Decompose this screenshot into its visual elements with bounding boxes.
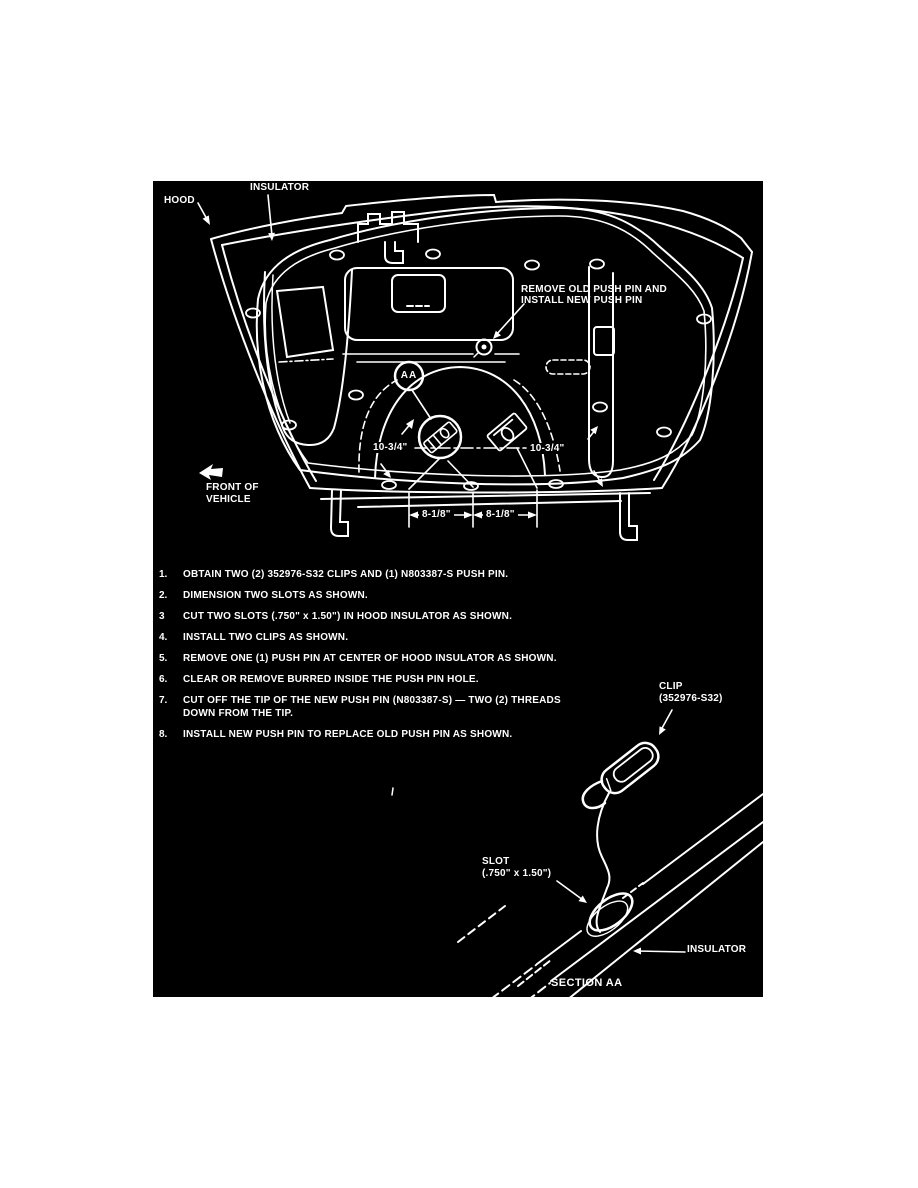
scan-speck [392, 788, 393, 795]
dim-right-label: 10-3/4" [527, 443, 568, 454]
clip-right [487, 413, 527, 451]
section-insulator-band [458, 794, 763, 997]
front-of-vehicle-label: FRONT OF VEHICLE [206, 482, 259, 505]
hood-outline [211, 195, 752, 540]
section-slot-label: SLOT (.750" x 1.50") [482, 856, 552, 879]
section-slot [579, 886, 640, 943]
instruction-number: 1. [159, 569, 168, 580]
instruction-row [159, 652, 755, 665]
instruction-number: 3 [159, 611, 165, 622]
instruction-text: CUT TWO SLOTS (.750" x 1.50") IN HOOD INSULATOR AS SHOWN. [183, 611, 513, 622]
section-clip-label: CLIP (352976-S32) [659, 681, 723, 704]
section-title: SECTION AA [551, 977, 623, 989]
aa-marker-text: AA [400, 370, 418, 381]
left-rectangle-cutout [277, 287, 333, 357]
callout-arrowheads [199, 215, 501, 480]
instruction-text: REMOVE ONE (1) PUSH PIN AT CENTER OF HOOD INSULATOR AS SHOWN. [183, 653, 557, 664]
center-panel-details [343, 268, 519, 362]
hood-latch-bracket [358, 212, 418, 263]
insulator-label: INSULATOR [250, 182, 310, 193]
hood-label: HOOD [164, 195, 195, 206]
instruction-row [159, 631, 755, 644]
dim-left-label: 10-3/4" [370, 442, 411, 453]
dim-bottom-right-label: 8-1/8" [483, 509, 518, 520]
instruction-number: 2. [159, 590, 168, 601]
instruction-text: CUT OFF THE TIP OF THE NEW PUSH PIN (N803387-S) — TWO (2) THREADS DOWN FROM THE TIP. [183, 695, 561, 719]
section-insulator-label: INSULATOR [687, 944, 747, 955]
diagram-panel [153, 181, 763, 997]
push-pin [474, 340, 492, 358]
instruction-number: 8. [159, 729, 168, 740]
center-dome [359, 360, 590, 478]
instruction-list [159, 568, 755, 749]
instruction-text: INSTALL NEW PUSH PIN TO REPLACE OLD PUSH PIN AS SHOWN. [183, 729, 513, 740]
instruction-row [159, 568, 755, 581]
dim-bottom-left-label: 8-1/8" [419, 509, 454, 520]
hood-tab-right [620, 493, 637, 540]
hood-tab-left [331, 490, 348, 536]
instruction-number: 7. [159, 695, 168, 706]
instruction-number: 4. [159, 632, 168, 643]
instruction-text: CLEAR OR REMOVE BURRED INSIDE THE PUSH PIN HOLE. [183, 674, 479, 685]
clip-left-detail [419, 416, 461, 458]
remove-pin-label: REMOVE OLD PUSH PIN AND INSTALL NEW PUSH PIN [521, 284, 667, 306]
front-of-vehicle-arrow-icon [199, 464, 223, 480]
instruction-row [159, 610, 755, 623]
instruction-text: INSTALL TWO CLIPS AS SHOWN. [183, 632, 349, 643]
section-clip [583, 738, 663, 932]
instruction-number: 6. [159, 674, 168, 685]
instruction-number: 5. [159, 653, 168, 664]
instruction-text: DIMENSION TWO SLOTS AS SHOWN. [183, 590, 368, 601]
instruction-row [159, 728, 755, 741]
instruction-row [159, 589, 755, 602]
instruction-text: OBTAIN TWO (2) 352976-S32 CLIPS AND (1) N803387-S PUSH PIN. [183, 569, 509, 580]
